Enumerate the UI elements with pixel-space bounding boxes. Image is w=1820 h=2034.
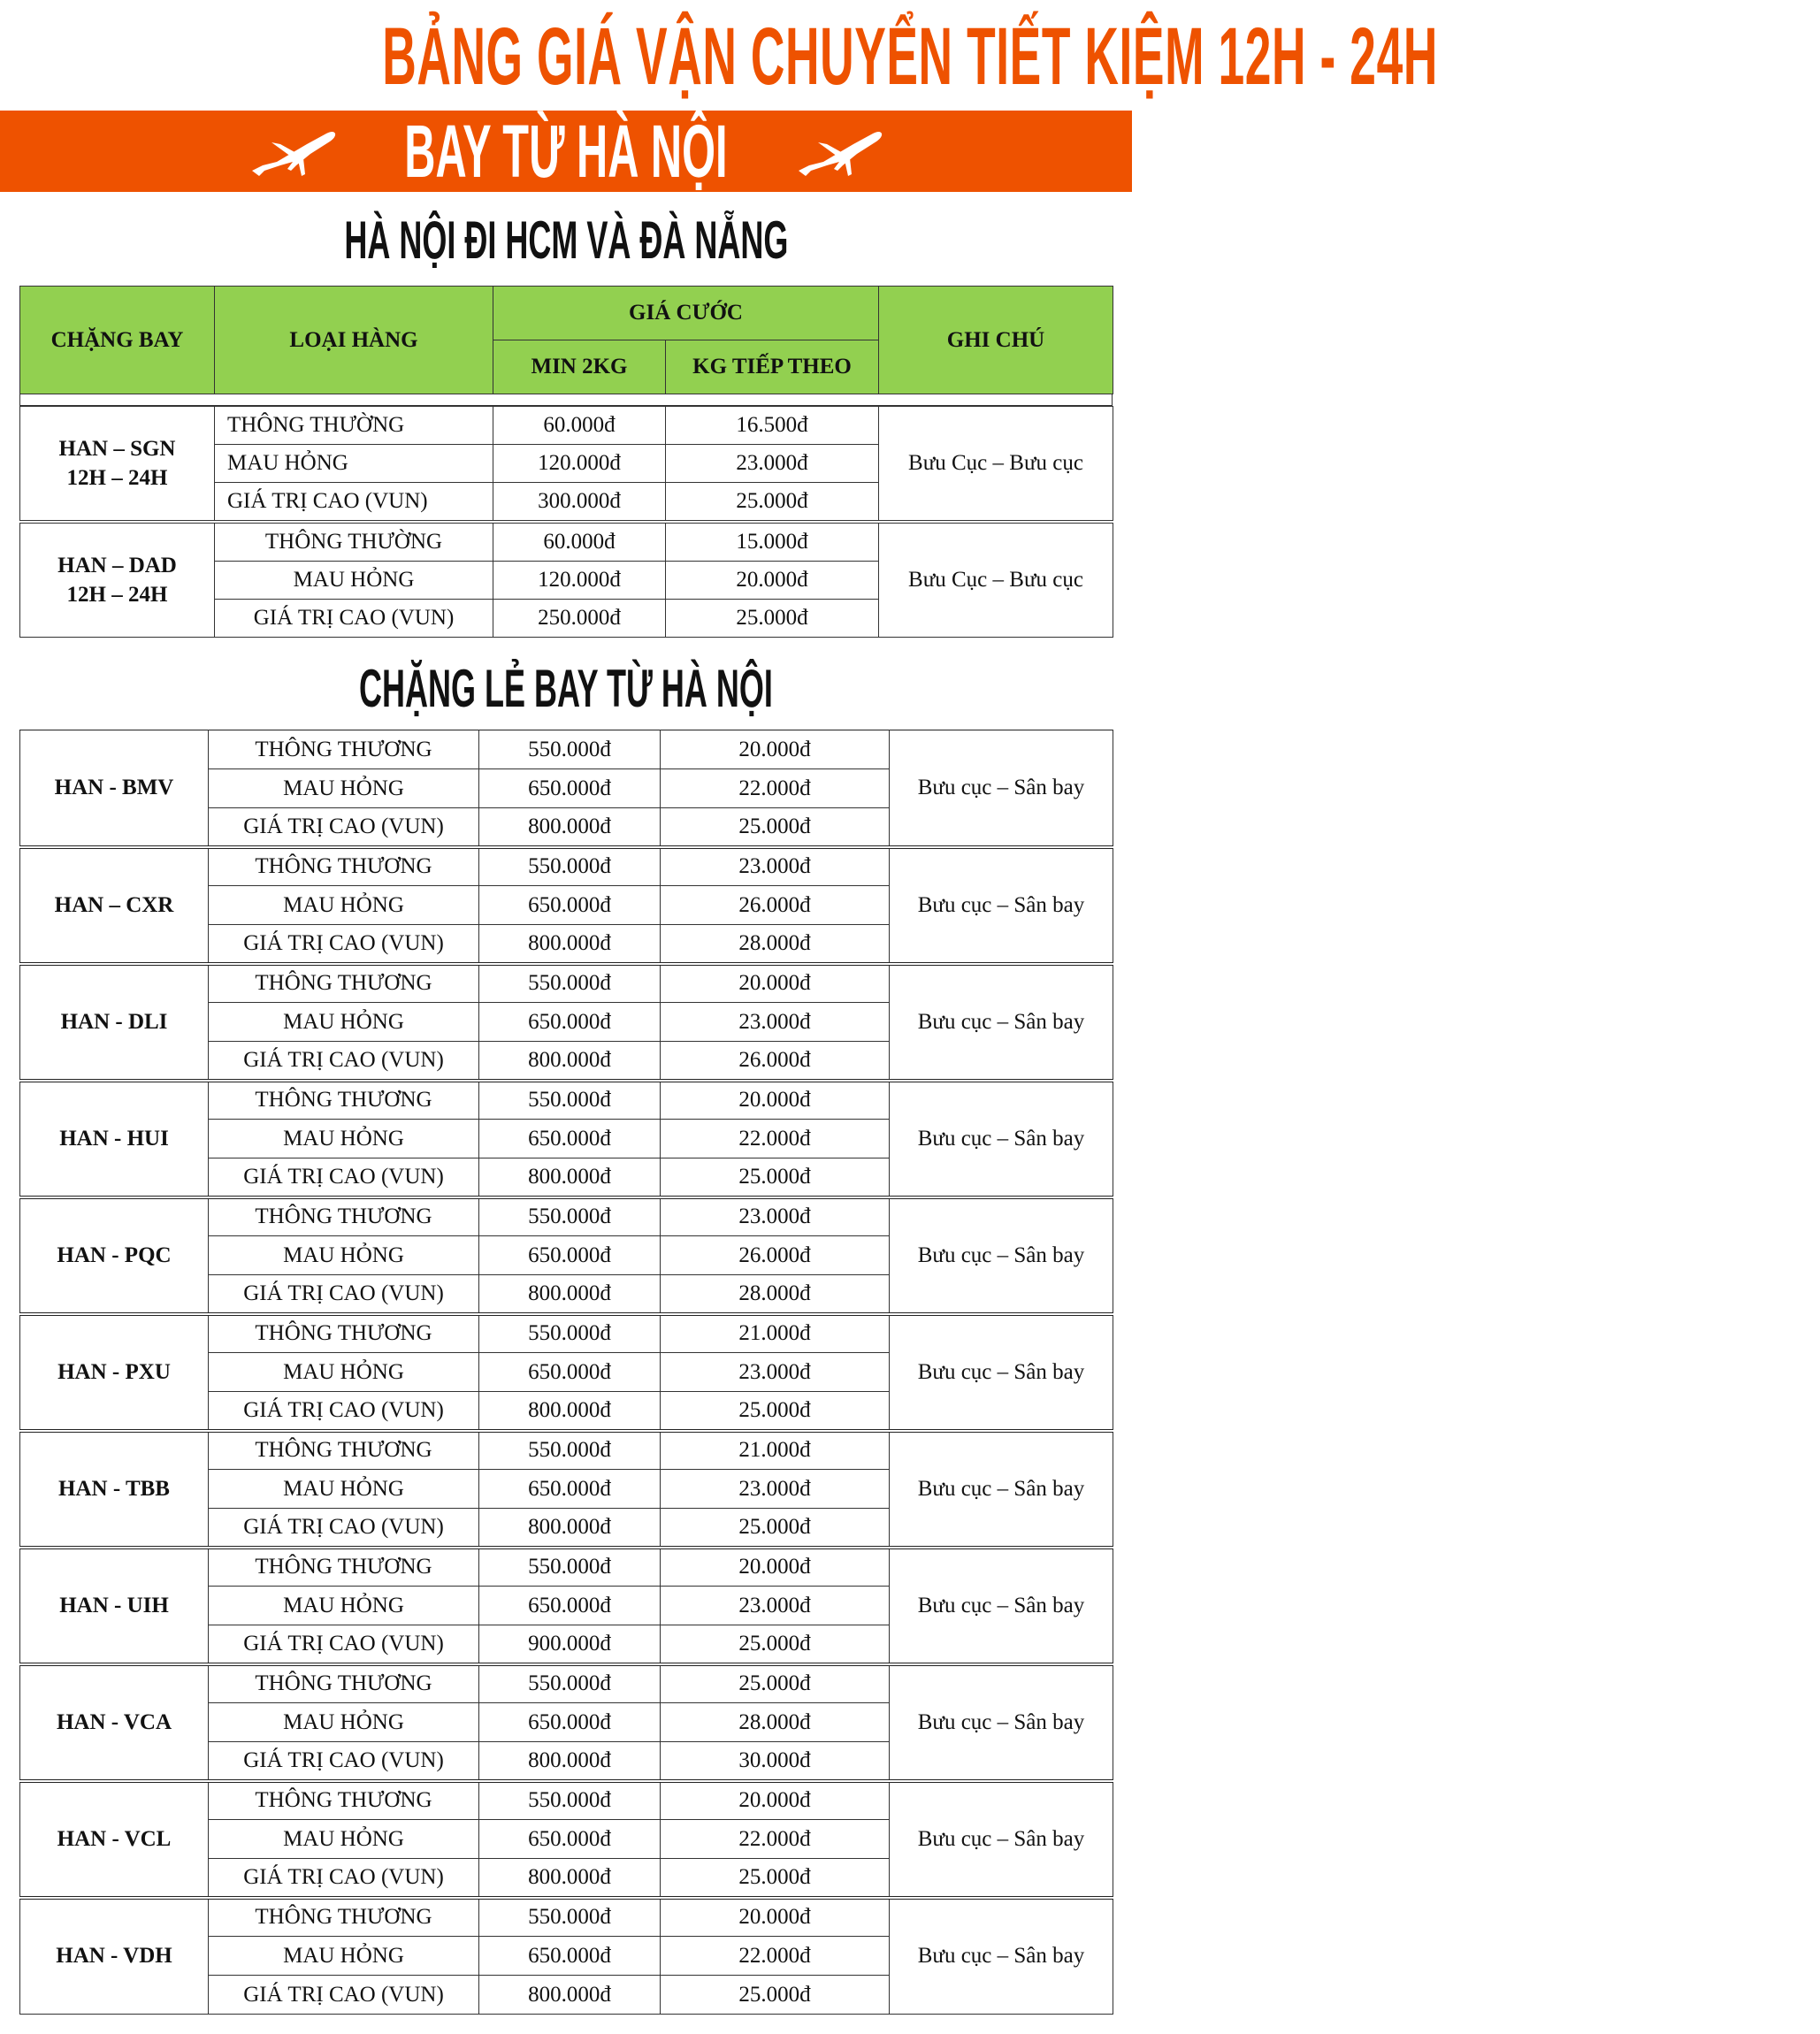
table-row	[20, 1664, 1113, 1703]
next-kg-price: 23.000đ	[661, 1197, 890, 1236]
min-price: 550.000đ	[479, 1898, 661, 1937]
cargo-type: THÔNG THƯƠNG	[209, 1898, 479, 1937]
min-price: 60.000đ	[493, 407, 666, 445]
cargo-type: MAU HỎNG	[209, 886, 479, 925]
cargo-type: GIÁ TRỊ CAO (VUN)	[209, 1275, 479, 1314]
next-kg-price: 15.000đ	[666, 524, 879, 562]
next-kg-price: 16.500đ	[666, 407, 879, 445]
table-row	[20, 1197, 1113, 1236]
cargo-type: MAU HỎNG	[209, 1353, 479, 1392]
band-title: BAY TỪ HÀ NỘI	[404, 110, 728, 193]
next-kg-price: 26.000đ	[661, 1236, 890, 1275]
cargo-type: GIÁ TRỊ CAO (VUN)	[209, 1625, 479, 1664]
cargo-type: GIÁ TRỊ CAO (VUN)	[209, 925, 479, 964]
min-price: 550.000đ	[479, 847, 661, 886]
next-kg-price: 26.000đ	[661, 886, 890, 925]
min-price: 650.000đ	[479, 1937, 661, 1976]
next-kg-price: 25.000đ	[666, 600, 879, 638]
page-title	[0, 11, 1438, 102]
route-cell: HAN – CXR	[20, 847, 209, 964]
min-price: 120.000đ	[493, 445, 666, 483]
min-price: 800.000đ	[479, 808, 661, 847]
min-price: 300.000đ	[493, 483, 666, 521]
route-cell: HAN - PXU	[20, 1314, 209, 1431]
min-price: 550.000đ	[479, 1081, 661, 1120]
cargo-type: GIÁ TRỊ CAO (VUN)	[209, 1859, 479, 1898]
table-row	[20, 1314, 1113, 1353]
next-kg-price: 25.000đ	[666, 483, 879, 521]
cargo-type: THÔNG THƯỜNG	[215, 524, 493, 562]
cargo-type: GIÁ TRỊ CAO (VUN)	[209, 1976, 479, 2015]
next-kg-price: 20.000đ	[661, 1898, 890, 1937]
cargo-type: THÔNG THƯƠNG	[209, 1314, 479, 1353]
min-price: 650.000đ	[479, 886, 661, 925]
next-kg-price: 26.000đ	[661, 1042, 890, 1081]
min-price: 120.000đ	[493, 562, 666, 600]
min-price: 650.000đ	[479, 1820, 661, 1859]
table-row	[20, 730, 1113, 769]
page-title-text: BẢNG GIÁ VẬN CHUYỂN TIẾT KIỆM 12H - 24H	[382, 11, 1438, 102]
next-kg-price: 28.000đ	[661, 1703, 890, 1742]
cargo-type: THÔNG THƯỜNG	[215, 407, 493, 445]
min-price: 60.000đ	[493, 524, 666, 562]
cargo-type: GIÁ TRỊ CAO (VUN)	[209, 1509, 479, 1548]
cargo-type: MAU HỎNG	[209, 769, 479, 808]
note-cell: Bưu Cục – Bưu cục	[879, 524, 1113, 638]
next-kg-price: 20.000đ	[661, 730, 890, 769]
min-price: 900.000đ	[479, 1625, 661, 1664]
table-divider	[19, 394, 1113, 406]
min-price: 800.000đ	[479, 1158, 661, 1197]
column-header-type: LOẠI HÀNG	[215, 287, 493, 394]
route-cell: HAN - PQC	[20, 1197, 209, 1314]
cargo-type: MAU HỎNG	[209, 1820, 479, 1859]
route-cell: HAN - VCL	[20, 1781, 209, 1898]
origin-banner	[0, 111, 1132, 192]
table-row	[20, 1431, 1113, 1470]
column-header-route: CHẶNG BAY	[20, 287, 215, 394]
min-price: 800.000đ	[479, 1859, 661, 1898]
cargo-type: GIÁ TRỊ CAO (VUN)	[209, 1742, 479, 1781]
min-price: 550.000đ	[479, 1314, 661, 1353]
note-cell: Bưu cục – Sân bay	[890, 1197, 1113, 1314]
cargo-type: MAU HỎNG	[209, 1587, 479, 1625]
min-price: 250.000đ	[493, 600, 666, 638]
min-price: 650.000đ	[479, 769, 661, 808]
next-kg-price: 20.000đ	[661, 964, 890, 1003]
min-price: 800.000đ	[479, 1742, 661, 1781]
route-cell: HAN – DAD 12H – 24H	[20, 524, 215, 638]
min-price: 550.000đ	[479, 730, 661, 769]
cargo-type: GIÁ TRỊ CAO (VUN)	[209, 808, 479, 847]
next-kg-price: 30.000đ	[661, 1742, 890, 1781]
next-kg-price: 20.000đ	[661, 1781, 890, 1820]
route-block-han-dad	[19, 523, 1113, 638]
next-kg-price: 25.000đ	[661, 1976, 890, 2015]
table-row	[20, 407, 1113, 445]
route-cell: HAN – SGN 12H – 24H	[20, 407, 215, 521]
next-kg-price: 28.000đ	[661, 925, 890, 964]
cargo-type: GIÁ TRỊ CAO (VUN)	[209, 1392, 479, 1431]
cargo-type: MAU HỎNG	[215, 445, 493, 483]
next-kg-price: 22.000đ	[661, 1820, 890, 1859]
min-price: 650.000đ	[479, 1120, 661, 1158]
next-kg-price: 25.000đ	[661, 1392, 890, 1431]
min-price: 800.000đ	[479, 1042, 661, 1081]
cargo-type: MAU HỎNG	[209, 1236, 479, 1275]
min-price: 650.000đ	[479, 1353, 661, 1392]
cargo-type: THÔNG THƯƠNG	[209, 730, 479, 769]
cargo-type: THÔNG THƯƠNG	[209, 1781, 479, 1820]
note-cell: Bưu cục – Sân bay	[890, 1314, 1113, 1431]
cargo-type: THÔNG THƯƠNG	[209, 1081, 479, 1120]
single-routes-table	[19, 730, 1113, 2015]
cargo-type: MAU HỎNG	[209, 1937, 479, 1976]
next-kg-price: 23.000đ	[661, 1587, 890, 1625]
column-header-next: KG TIẾP THEO	[666, 340, 879, 394]
table-row	[20, 524, 1113, 562]
airplane-icon	[791, 125, 887, 178]
cargo-type: MAU HỎNG	[209, 1003, 479, 1042]
cargo-type: MAU HỎNG	[209, 1120, 479, 1158]
min-price: 800.000đ	[479, 1509, 661, 1548]
cargo-type: GIÁ TRỊ CAO (VUN)	[215, 483, 493, 521]
route-cell: HAN - TBB	[20, 1431, 209, 1548]
min-price: 550.000đ	[479, 1548, 661, 1587]
next-kg-price: 25.000đ	[661, 1625, 890, 1664]
min-price: 550.000đ	[479, 964, 661, 1003]
next-kg-price: 25.000đ	[661, 1509, 890, 1548]
next-kg-price: 23.000đ	[661, 847, 890, 886]
note-cell: Bưu cục – Sân bay	[890, 1431, 1113, 1548]
cargo-type: GIÁ TRỊ CAO (VUN)	[215, 600, 493, 638]
route-cell: HAN - UIH	[20, 1548, 209, 1664]
cargo-type: THÔNG THƯƠNG	[209, 964, 479, 1003]
cargo-type: MAU HỎNG	[209, 1703, 479, 1742]
cargo-type: THÔNG THƯƠNG	[209, 847, 479, 886]
next-kg-price: 25.000đ	[661, 1859, 890, 1898]
cargo-type: THÔNG THƯƠNG	[209, 1664, 479, 1703]
min-price: 650.000đ	[479, 1587, 661, 1625]
min-price: 650.000đ	[479, 1003, 661, 1042]
note-cell: Bưu cục – Sân bay	[890, 1664, 1113, 1781]
min-price: 800.000đ	[479, 1275, 661, 1314]
next-kg-price: 23.000đ	[661, 1003, 890, 1042]
min-price: 800.000đ	[479, 1392, 661, 1431]
section-title-hcm-danang: HÀ NỘI ĐI HCM VÀ ĐÀ NẴNG	[343, 210, 788, 270]
note-cell: Bưu cục – Sân bay	[890, 1548, 1113, 1664]
min-price: 550.000đ	[479, 1664, 661, 1703]
min-price: 650.000đ	[479, 1703, 661, 1742]
route-cell: HAN - DLI	[20, 964, 209, 1081]
next-kg-price: 25.000đ	[661, 1664, 890, 1703]
cargo-type: GIÁ TRỊ CAO (VUN)	[209, 1042, 479, 1081]
section-title-single-routes: CHẶNG LẺ BAY TỪ HÀ NỘI	[359, 659, 773, 718]
cargo-type: MAU HỎNG	[209, 1470, 479, 1509]
route-cell: HAN - VDH	[20, 1898, 209, 2015]
note-cell: Bưu cục – Sân bay	[890, 964, 1113, 1081]
route-cell: HAN - VCA	[20, 1664, 209, 1781]
table-row	[20, 1548, 1113, 1587]
next-kg-price: 22.000đ	[661, 1937, 890, 1976]
next-kg-price: 21.000đ	[661, 1431, 890, 1470]
table-row	[20, 847, 1113, 886]
cargo-type: MAU HỎNG	[215, 562, 493, 600]
cargo-type: THÔNG THƯƠNG	[209, 1197, 479, 1236]
next-kg-price: 23.000đ	[661, 1353, 890, 1392]
min-price: 650.000đ	[479, 1236, 661, 1275]
next-kg-price: 25.000đ	[661, 808, 890, 847]
min-price: 800.000đ	[479, 925, 661, 964]
note-cell: Bưu cục – Sân bay	[890, 1898, 1113, 2015]
min-price: 650.000đ	[479, 1470, 661, 1509]
cargo-type: THÔNG THƯƠNG	[209, 1431, 479, 1470]
note-cell: Bưu cục – Sân bay	[890, 847, 1113, 964]
min-price: 550.000đ	[479, 1197, 661, 1236]
note-cell: Bưu cục – Sân bay	[890, 1781, 1113, 1898]
route-cell: HAN - BMV	[20, 730, 209, 847]
next-kg-price: 20.000đ	[661, 1548, 890, 1587]
next-kg-price: 22.000đ	[661, 1120, 890, 1158]
table-row	[20, 1781, 1113, 1820]
next-kg-price: 28.000đ	[661, 1275, 890, 1314]
note-cell: Bưu cục – Sân bay	[890, 730, 1113, 847]
next-kg-price: 25.000đ	[661, 1158, 890, 1197]
note-cell: Bưu cục – Sân bay	[890, 1081, 1113, 1197]
next-kg-price: 20.000đ	[666, 562, 879, 600]
note-cell: Bưu Cục – Bưu cục	[879, 407, 1113, 521]
cargo-type: THÔNG THƯƠNG	[209, 1548, 479, 1587]
column-header-price-group: GIÁ CƯỚC	[493, 287, 879, 340]
column-header-min: MIN 2KG	[493, 340, 666, 394]
table-row	[20, 964, 1113, 1003]
next-kg-price: 23.000đ	[666, 445, 879, 483]
min-price: 550.000đ	[479, 1781, 661, 1820]
price-table-header	[19, 286, 1113, 394]
next-kg-price: 20.000đ	[661, 1081, 890, 1120]
airplane-icon	[245, 125, 340, 178]
route-cell: HAN - HUI	[20, 1081, 209, 1197]
column-header-note: GHI CHÚ	[879, 287, 1113, 394]
next-kg-price: 23.000đ	[661, 1470, 890, 1509]
next-kg-price: 22.000đ	[661, 769, 890, 808]
table-row	[20, 1898, 1113, 1937]
next-kg-price: 21.000đ	[661, 1314, 890, 1353]
min-price: 550.000đ	[479, 1431, 661, 1470]
table-row	[20, 1081, 1113, 1120]
route-block-han-sgn	[19, 406, 1113, 521]
min-price: 800.000đ	[479, 1976, 661, 2015]
cargo-type: GIÁ TRỊ CAO (VUN)	[209, 1158, 479, 1197]
